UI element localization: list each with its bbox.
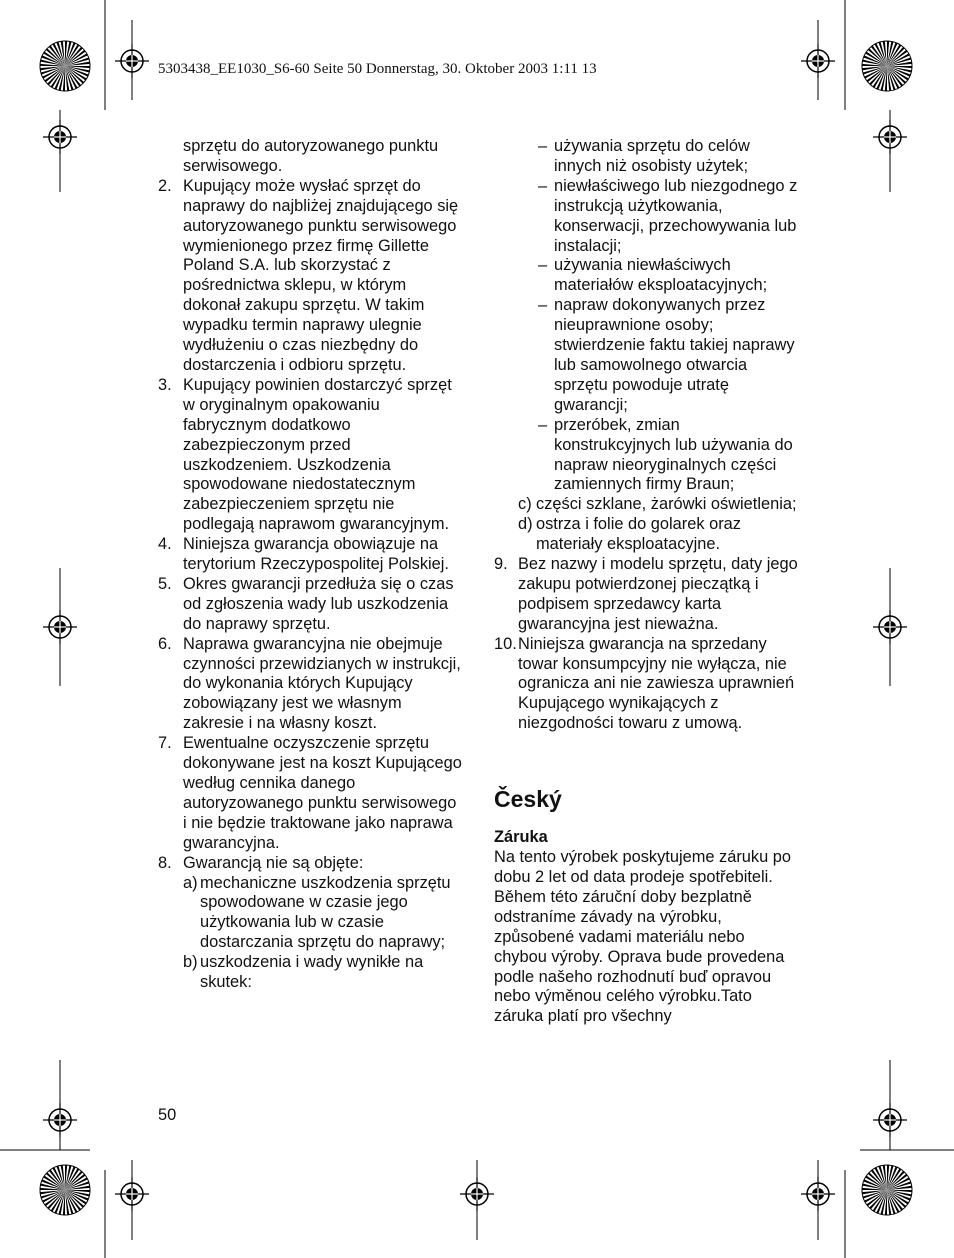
item-text: Niniejsza gwarancja obowiązuje na terytorium Rzeczypospolitej Polskiej. [183,535,449,574]
list-item [158,635,464,735]
crosshair-mark [873,120,907,154]
list-item-continuation: sprzętu do autoryzowanego punktu serwisowego. [183,137,439,175]
item-text: Kupujący powinien dostarczyć sprzęt w oryginalnym opakowaniu fabrycznym dodatkowo zabezpieczonym przed uszkodzeniem. Uszkodzenia spowodowane niedostatecznym zabezpieczeniem sprzętu nie podlegają naprawom gwarancyjnym. [183,375,452,534]
item-number: 7. [158,734,172,753]
item-text: Gwarancją nie są objęte: [183,853,364,872]
starburst-mark [862,41,912,91]
item-text: Bez nazwy i modelu sprzętu, daty jego zakupu potwierdzonej pieczątką i podpisem sprzedawcy karta gwarancyjna jest nieważna. [518,555,798,633]
dash-item-text: niewłaściwego lub niezgodnego z instrukcją użytkowania, konserwacji, przechowywania lub instalacji; [554,176,798,255]
item-text: Okres gwarancji przedłuża się o czas od zgłoszenia wady lub uszkodzenia do naprawy sprzętu. [183,574,454,633]
page-number: 50 [158,1106,177,1124]
starburst-mark [40,41,90,91]
list-item [494,635,798,735]
warranty-paragraph: Na tento výrobek poskytujeme záruku po dobu 2 let od data prodeje spotřebiteli. Během této záruční doby bezplatně odstraníme závady na výrobku, způsobené vadami materiálu nebo chybou výroby. Oprava bude provedena podle našeho rozhodnutí buď opravou nebo výměnou celého výrobku.Tato záruka platí pro všechny [494,848,792,1026]
sub-item-label: d) [518,515,533,534]
sub-item-label: c) [518,495,532,514]
crosshair-mark [460,1177,494,1211]
dash-mark: – [538,176,548,195]
list-item [158,376,464,535]
crosshair-mark [873,610,907,644]
dash-item-text: używania sprzętu do celów innych niż osobisty użytek; [554,137,750,175]
item-number: 6. [158,634,172,653]
crosshair-mark [43,610,77,644]
sub-item-text: części szklane, żarówki oświetlenia; [536,495,797,514]
left-column [158,137,464,993]
item-number: 2. [158,176,172,195]
crosshair-mark [43,1103,77,1137]
item-text: Kupujący może wysłać sprzęt do naprawy do najbliżej znajdującego się autoryzowanego punktu serwisowego wymienionego przez firmę Gillette Poland S.A. lub skorzystać z pośrednictwa sklepu, w którym dokonał zakupu sprzętu. W takim wypadku termin naprawy ulegnie wydłużeniu o czas niezbędny do dostarczenia i odbioru sprzętu. [183,176,459,374]
starburst-mark [40,1165,90,1215]
dash-item-text: napraw dokonywanych przez nieuprawnione osoby; stwierdzenie faktu takiej naprawy lub samowolnego otwarcia sprzętu powoduje utratę gwarancji; [554,296,795,414]
sub-list-item [158,874,464,954]
item-text: Naprawa gwarancyjna nie obejmuje czynności przewidzianych w instrukcji, do wykonania których Kupujący zobowiązany jest we własnym zakresie i na własny koszt. [183,634,461,733]
dash-mark: – [538,137,548,155]
dash-list-item [494,137,798,177]
crosshair-mark [873,1103,907,1137]
section-title: Český [494,786,562,813]
dash-mark: – [538,296,548,315]
dash-list-item [494,177,798,257]
item-number: 3. [158,375,172,394]
sub-list-item [494,495,798,515]
warranty-subheading: Záruka [494,828,548,847]
sub-item-text: mechaniczne uszkodzenia sprzętu spowodowane w czasie jego użytkowania lub w czasie dostarczania sprzętu do naprawy; [200,873,451,952]
list-item [158,575,464,635]
dash-list-item [494,256,798,296]
dash-mark: – [538,415,548,434]
sub-item-text: uszkodzenia i wady wynikłe na skutek: [200,953,424,992]
sub-item-label: a) [183,873,198,892]
sub-item-label: b) [183,953,198,972]
crosshair-mark [43,120,77,154]
list-item [158,734,464,853]
dash-item-text: przeróbek, zmian konstrukcyjnych lub używania do napraw nieoryginalnych części zamiennych firmy Braun; [554,415,793,494]
list-item [494,555,798,635]
crosshair-mark [801,1177,835,1211]
list-item [158,177,464,376]
item-number: 8. [158,853,172,872]
starburst-mark [862,1165,912,1215]
crosshair-mark [801,44,835,78]
list-item [158,535,464,575]
dash-item-text: używania niewłaściwych materiałów eksploatacyjnych; [554,256,768,295]
sub-list-item [494,515,798,555]
item-text: Niniejsza gwarancja na sprzedany towar konsumpcyjny nie wyłącza, nie ogranicza ani nie zawiesza uprawnień Kupującego wynikających z niezgodności towaru z umową. [518,634,795,733]
item-number: 9. [494,555,508,574]
print-header: 5303438_EE1030_S6-60 Seite 50 Donnerstag, 30. Oktober 2003 1:11 13 [158,61,597,77]
dash-mark: – [538,256,548,275]
sub-list-item [158,953,464,993]
crosshair-mark [115,1177,149,1211]
item-number: 10. [494,634,517,653]
sub-item-text: ostrza i folie do golarek oraz materiały eksploatacyjne. [536,515,741,554]
crosshair-mark [115,44,149,78]
item-text: Ewentualne oczyszczenie sprzętu dokonywane jest na koszt Kupującego według cennika danego autoryzowanego punktu serwisowego i nie będzie traktowane jako naprawa gwarancyjna. [183,734,462,852]
dash-list-item [494,416,798,496]
right-column [494,137,798,1027]
list-item [158,854,464,874]
item-number: 5. [158,574,172,593]
item-number: 4. [158,535,172,554]
dash-list-item [494,296,798,415]
